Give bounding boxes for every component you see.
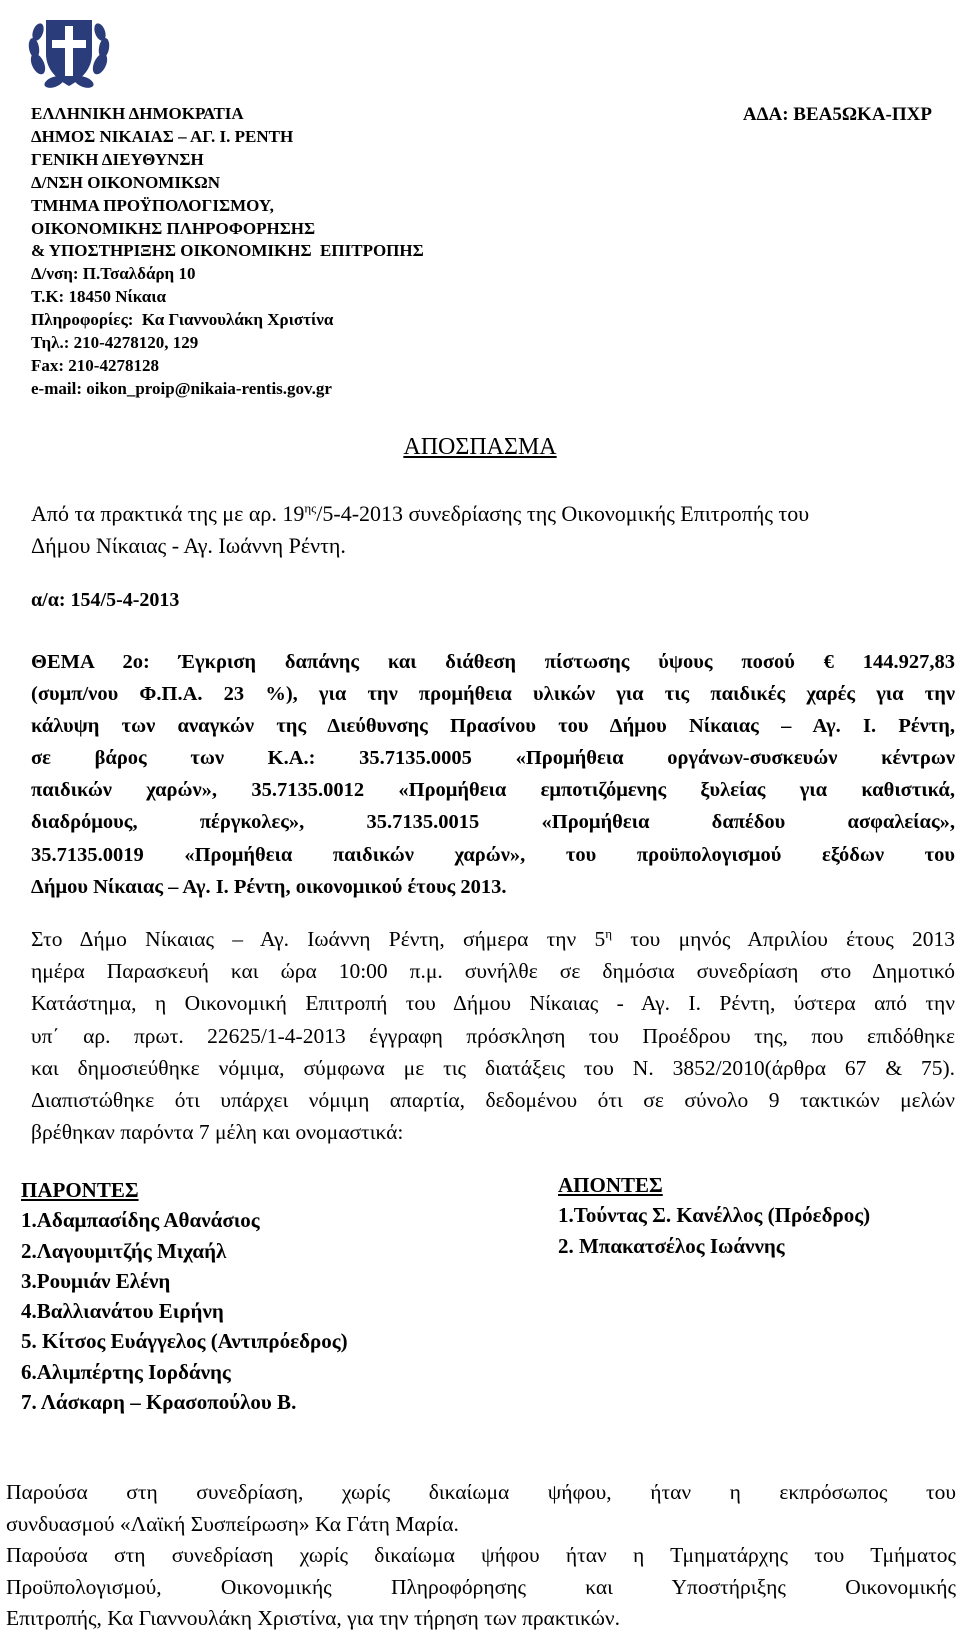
header-line: ΓΕΝΙΚΗ ΔΙΕΥΘΥΝΣΗ	[31, 149, 204, 169]
present-member: 3.Ρουμιάν Ελένη	[21, 1268, 171, 1293]
absent-member: 2. Μπακατσέλος Ιωάννης	[558, 1233, 785, 1258]
meeting-line: βρέθηκαν παρόντα 7 μέλη και ονομαστικά:	[31, 1120, 404, 1145]
subject-line: (συμπ/νου Φ.Π.Α. 23 %), για την προμήθεια υλικών για τις παιδικές χαρές για την	[31, 683, 955, 706]
header-line: ΔΗΜΟΣ ΝΙΚΑΙΑΣ – ΑΓ. Ι. ΡΕΝΤΗ	[31, 126, 294, 146]
header-line: Δ/νση: Π.Τσαλδάρη 10	[31, 264, 196, 284]
present-member: 7. Λάσκαρη – Κρασοπούλου Β.	[21, 1390, 297, 1415]
meeting-paragraph	[31, 923, 955, 1148]
header-line: Τηλ.: 210-4278120, 129	[31, 333, 199, 353]
present-member: 1.Αδαμπασίδης Αθανάσιος	[21, 1208, 260, 1233]
closing-line: Επιτροπής, Κα Γιαννουλάκη Χριστίνα, για την τήρηση των πρακτικών.	[6, 1606, 620, 1630]
closing-paragraph	[6, 1477, 956, 1635]
present-member: 5. Κίτσος Ευάγγελος (Αντιπρόεδρος)	[21, 1329, 348, 1354]
subject-line: κάλυψη των αναγκών της Διεύθυνσης Πρασίνου του Δήμου Νίκαιας – Αγ. Ι. Ρέντη,	[31, 715, 955, 738]
subject-line: 35.7135.0019 «Προμήθεια παιδικών χαρών», του προϋπολογισμού εξόδων του	[31, 843, 955, 866]
meeting-line: ημέρα Παρασκευή και ώρα 10:00 π.μ. συνήλθε σε δημόσια συνεδρίαση στο Δημοτικό	[31, 959, 955, 984]
present-heading: ΠΑΡΟΝΤΕΣ	[21, 1178, 139, 1202]
header-line: Fax: 210-4278128	[31, 355, 159, 375]
closing-line: συνδυασμού «Λαϊκή Συσπείρωση» Κα Γάτη Μαρία.	[6, 1511, 459, 1536]
subject-line: ΘΕΜΑ 2ο: Έγκριση δαπάνης και διάθεση πίστωσης ύψους ποσού € 144.927,83	[31, 651, 955, 673]
intro-line: Από τα πρακτικά της με αρ. $19^{\eta\varsigma}/5-4-2013$ συνεδρίασης της Οικονομικής Επιτροπής του	[31, 500, 810, 526]
subject-line: παιδικών χαρών», 35.7135.0012 «Προμήθεια εμποτιζόμενης ξυλείας για καθιστικά,	[31, 779, 955, 802]
meeting-line: Κατάστημα, η Οικονομική Επιτροπή του Δήμου Νίκαιας - Αγ. Ι. Ρέντη, ύστερα από την	[31, 991, 955, 1016]
header-line: Τ.Κ: 18450 Νίκαια	[31, 287, 166, 307]
issuer-header	[31, 103, 424, 401]
meeting-line: και δημοσιεύθηκε νόμιμα, σύμφωνα με τις διατάξεις του Ν. 3852/2010(άρθρα 67 & 75).	[31, 1055, 955, 1080]
intro-line: Δήμου Νίκαιας - Αγ. Ιωάννη Ρέντη.	[31, 533, 346, 558]
absent-member: 1.Τούντας Σ. Κανέλλος (Πρόεδρος)	[558, 1203, 871, 1228]
decision-number: α/α: 154/5-4-2013	[31, 589, 180, 611]
subject-line: διαδρόμους, πέργκολες», 35.7135.0015 «Προμήθεια δαπέδου ασφαλείας»,	[31, 811, 955, 834]
absent-heading: ΑΠΟΝΤΕΣ	[558, 1173, 663, 1197]
present-member: 6.Αλιμπέρτης Ιορδάνης	[21, 1359, 231, 1384]
subject-line: Δήμου Νίκαιας – Αγ. Ι. Ρέντη, οικονομικού έτους 2013.	[31, 875, 507, 898]
header-line: Δ/ΝΣΗ ΟΙΚΟΝΟΜΙΚΩΝ	[31, 172, 221, 192]
intro-paragraph	[31, 498, 959, 562]
subject-line: σε βάρος των Κ.Α.: 35.7135.0005 «Προμήθεια οργάνων-συσκευών κέντρων	[31, 747, 955, 770]
document-title: ΑΠΟΣΠΑΣΜΑ	[403, 434, 557, 460]
header-line: ΟΙΚΟΝΟΜΙΚΗΣ ΠΛΗΡΟΦΟΡΗΣΗΣ	[31, 218, 316, 238]
present-members	[21, 1175, 348, 1417]
present-member: 4.Βαλλιανάτου Ειρήνη	[21, 1299, 224, 1324]
present-member: 2.Λαγουμιτζής Μιχαήλ	[21, 1238, 227, 1263]
header-line: Πληροφορίες: Κα Γιαννουλάκη Χριστίνα	[31, 310, 334, 330]
meeting-line: Διαπιστώθηκε ότι υπάρχει νόμιμη απαρτία, δεδομένου ότι σε σύνολο 9 τακτικών μελών	[31, 1088, 955, 1113]
header-line: ΕΛΛΗΝΙΚΗ ΔΗΜΟΚΡΑΤΙΑ	[31, 104, 244, 123]
closing-line: Παρούσα στη συνεδρίαση, χωρίς δικαίωμα ψήφου, ήταν η εκπρόσωπος του	[6, 1480, 956, 1504]
subject-paragraph	[31, 646, 955, 903]
greek-republic-emblem-icon	[24, 6, 114, 96]
header-email: e-mail: oikon_proip@nikaia-rentis.gov.gr	[31, 378, 332, 398]
meeting-line: υπ΄ αρ. πρωτ. 22625/1-4-2013 έγγραφη πρόσκληση του Προέδρου της, που επιδόθηκε	[31, 1023, 955, 1048]
header-line: ΤΜΗΜΑ ΠΡΟΫΠΟΛΟΓΙΣΜΟΥ,	[31, 195, 274, 215]
closing-line: Προϋπολογισμού, Οικονομικής Πληροφόρησης και Υποστήριξης Οικονομικής	[6, 1574, 956, 1599]
header-line: & ΥΠΟΣΤΗΡΙΞΗΣ ΟΙΚΟΝΟΜΙΚΗΣ ΕΠΙΤΡΟΠΗΣ	[31, 241, 424, 261]
meeting-line: Στο Δήμο Νίκαιας – Αγ. Ιωάννη Ρέντη, σήμερα την $5^\eta$ του μηνός Απριλίου έτους 2013	[31, 925, 955, 951]
absent-members	[558, 1170, 870, 1261]
ada-code: ΑΔΑ: ΒΕΑ5ΩΚΑ-ΠΧΡ	[742, 104, 932, 125]
closing-line: Παρούσα στη συνεδρίαση χωρίς δικαίωμα ψήφου ήταν η Τμηματάρχης του Τμήματος	[6, 1543, 956, 1567]
